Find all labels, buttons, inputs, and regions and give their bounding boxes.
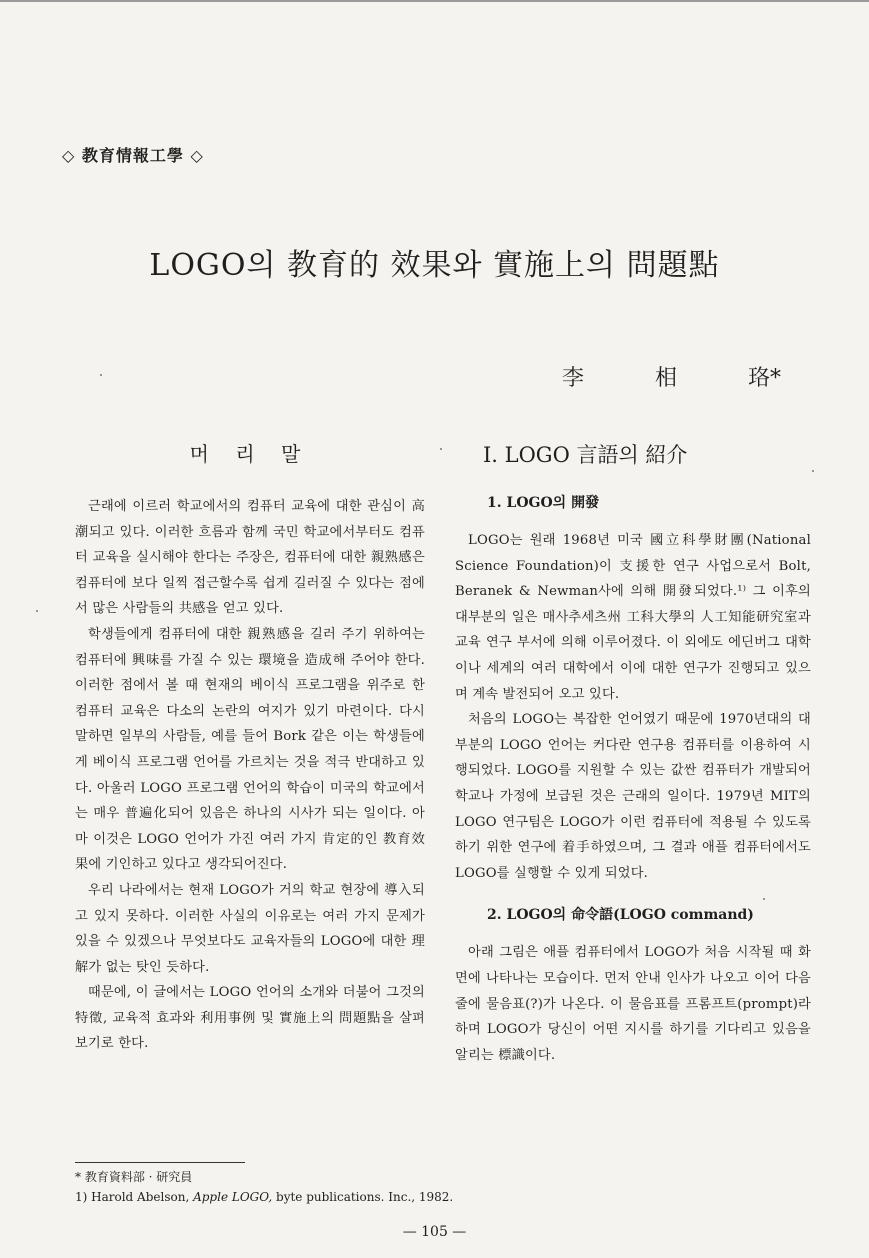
right-column [455,440,811,1068]
scan-speck [440,448,442,450]
footnote-affiliation: * 教育資料部 · 研究員 [75,1170,193,1184]
section-heading: Ⅰ. LOGO 言語의 紹介 [483,443,688,467]
section-tag [62,143,204,166]
subsection-heading-commands: 2. LOGO의 命令語(LOGO command) [487,907,754,924]
footnote-rule [75,1162,245,1163]
footnote-reference [75,1187,775,1207]
footnote-ref-suffix: byte publications. Inc., 1982. [272,1190,454,1204]
author-name [562,361,781,392]
intro-heading: 머 리 말 [189,442,311,466]
scan-speck [763,898,765,900]
body-paragraph: 아래 그림은 애플 컴퓨터에서 LOGO가 처음 시작될 때 화면에 나타나는 모습이다. 먼저 안내 인사가 나오고 이어 다음 줄에 물음표(?)가 나온다. 이 물음표를 프롬프트(prompt)라 하며 LOGO가 당신이 어떤 지시를 하기를 기다리고 있음을 알리는 標識이다. [455,945,811,1063]
body-paragraph: 처음의 LOGO는 복잡한 언어였기 때문에 1970년대의 대부분의 LOGO 언어는 커다란 연구용 컴퓨터를 이용하여 시행되었다. LOGO를 지원할 수 있는 값싼 컴퓨터가 개발되어 학교나 가정에 보급된 것은 근래의 일이다. 1979년 MIT의 LOGO 연구팀은 LOGO가 이런 컴퓨터에 적용될 수 있도록 하기 위한 연구에 着手하였으며, 그 결과 애플 컴퓨터에서도 LOGO를 실행할 수 있게 되었다. [455,712,811,881]
footnotes [75,1162,775,1207]
subsection-heading-development: 1. LOGO의 開發 [487,495,600,511]
top-rule [0,0,869,2]
left-column [75,440,425,1057]
footnote-ref-title: Apple LOGO, [193,1190,273,1204]
scan-speck [36,610,38,612]
scan-speck [812,470,814,472]
diamond-left-icon: ◇ [62,146,76,165]
body-paragraph: 우리 나라에서는 현재 LOGO가 거의 학교 현장에 導入되고 있지 못하다. 이러한 사실의 이유로는 여러 가지 문제가 있을 수 있겠으나 무엇보다도 교육자들의 LOGO에 대한 理解가 없는 탓인 듯하다. [75,882,425,975]
diamond-right-icon: ◇ [190,146,204,165]
body-paragraph: 근래에 이르러 학교에서의 컴퓨터 교육에 대한 관심이 高潮되고 있다. 이러한 흐름과 함께 국민 학교에서부터도 컴퓨터 교육을 실시해야 한다는 주장은, 컴퓨터에 대한 親熟感은 컴퓨터에 보다 일찍 접근할수록 쉽게 길러질 수 있다는 점에서 많은 사람들의 共感을 얻고 있다. [75,499,425,617]
page-number: — 105 — [402,1224,467,1240]
body-paragraph: 학생들에게 컴퓨터에 대한 親熟感을 길러 주기 위하여는 컴퓨터에 興味를 가질 수 있는 環境을 造成해 주어야 한다. 이러한 점에서 볼 때 현재의 베이식 프로그램을 위주로 한 컴퓨터 교육은 다소의 논란의 여지가 있기 마련이다. 다시 말하면 일부의 사람들, 예를 들어 Bork 같은 이는 학생들에게 베이식 프로그램 언어를 가르치는 것을 적극 반대하고 있다. 아울러 LOGO 프로그램 언어의 학습이 미국의 학교에서는 매우 普遍化되어 있음은 하나의 시사가 되는 일이다. 아마 이것은 LOGO 언어가 가진 여러 가지 肯定的인 教育效果에 기인하고 있다고 생각되어진다. [75,626,425,873]
footnote-ref-prefix: 1) Harold Abelson, [75,1190,194,1204]
author-char-1: 李 [562,366,585,391]
author-char-3: 珞* [748,366,782,391]
body-paragraph: 때문에, 이 글에서는 LOGO 언어의 소개와 더불어 그것의 特徵, 교육적 효과와 利用事例 및 實施上의 問題點을 살펴보기로 한다. [75,985,425,1052]
body-paragraph: LOGO는 원래 1968년 미국 國立科學財團(National Science Foundation)이 支援한 연구 사업으로서 Bolt, Beranek & Newman사에 의해 開發되었다.¹⁾ 그 이후의 대부분의 일은 매사추세츠州 工科大學의 人工知能研究室과 교육 연구 부서에 의해 이루어졌다. 이 외에도 에딘버그 대학이나 세계의 여러 대학에서 이에 대한 연구가 진행되고 있으며 계속 발전되어 오고 있다. [455,533,811,702]
scan-speck [100,374,102,376]
section-tag-text: 教育情報工學 [81,146,184,165]
author-char-2: 相 [655,366,678,391]
article-title: LOGO의 教育的 效果와 實施上의 問題點 [149,248,720,283]
